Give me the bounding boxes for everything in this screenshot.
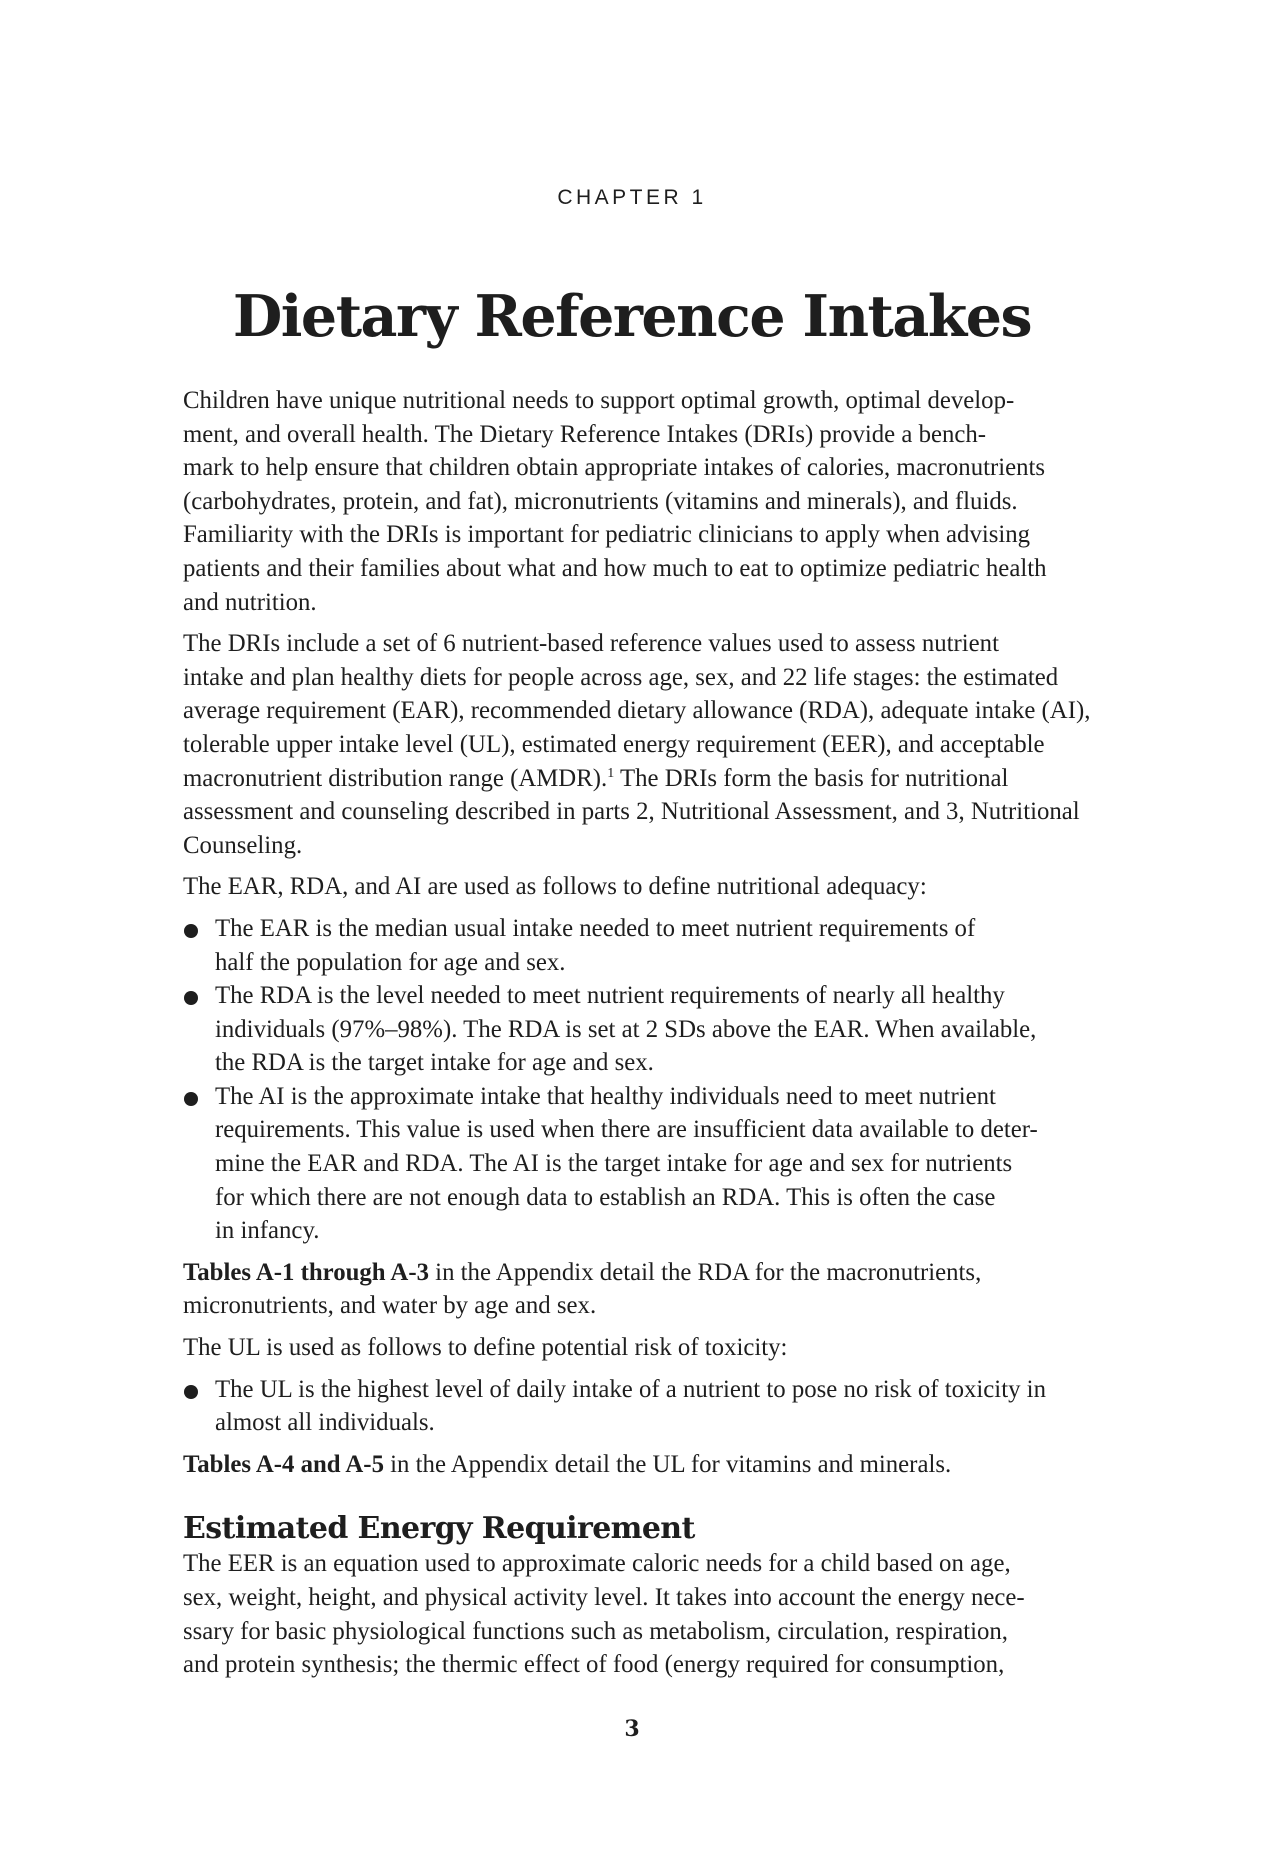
text-line <box>183 1256 1128 1290</box>
chapter-title: Dietary Reference Intakes <box>232 283 1032 350</box>
ear-intro-paragraph: The EAR, RDA, and AI are used as follows to define nutritional adequacy: <box>183 873 927 901</box>
footnote-reference[interactable]: 1 <box>607 765 615 781</box>
text-line: almost all individuals. <box>215 1409 435 1437</box>
text-line: Counseling. <box>183 831 303 859</box>
text-line: The EER is an equation used to approximate caloric needs for a child based on age, <box>183 1550 1011 1578</box>
list-item <box>183 1080 1128 1248</box>
text-fragment: macronutrient distribution range (AMDR). <box>183 764 608 792</box>
adequacy-bullet-list <box>183 912 1128 1248</box>
body-text <box>183 384 1128 1690</box>
text-line: intake and plan healthy diets for people across age, sex, and 22 life stages: the estimated <box>183 663 1059 691</box>
eer-paragraph <box>183 1547 1128 1681</box>
text-line: requirements. This value is used when there are insufficient data available to deter- <box>215 1116 1038 1144</box>
text-line: Familiarity with the DRIs is important for pediatric clinicians to apply when advising <box>183 521 1031 549</box>
text-line: The RDA is the level needed to meet nutrient requirements of nearly all healthy <box>215 982 1005 1010</box>
text-line: The UL is the highest level of daily intake of a nutrient to pose no risk of toxicity in <box>215 1375 1046 1403</box>
text-line: and protein synthesis; the thermic effect of food (energy required for consumption, <box>183 1651 1005 1679</box>
text-line: individuals (97%–98%). The RDA is set at 2 SDs above the EAR. When available, <box>215 1015 1037 1043</box>
tables-a4-a5-paragraph <box>183 1448 1128 1482</box>
bullet-icon <box>184 1385 198 1399</box>
page-number: 3 <box>624 1716 640 1742</box>
text-line: The EAR is the median usual intake needed to meet nutrient requirements of <box>215 914 976 942</box>
text-line: micronutrients, and water by age and sex. <box>183 1292 597 1320</box>
text-line: tolerable upper intake level (UL), estimated energy requirement (EER), and acceptable <box>183 730 1045 758</box>
text-line <box>183 762 1128 796</box>
text-line: assessment and counseling described in parts 2, Nutritional Assessment, and 3, Nutritional <box>183 798 1080 826</box>
bullet-icon <box>184 991 198 1005</box>
tables-a1-a3-paragraph <box>183 1256 1128 1323</box>
text-line: for which there are not enough data to establish an RDA. This is often the case <box>215 1183 996 1211</box>
text-fragment: in the Appendix detail the RDA for the macronutrients, <box>428 1258 982 1286</box>
text-line <box>183 1448 1128 1482</box>
text-line: and nutrition. <box>183 588 317 616</box>
text-line: ment, and overall health. The Dietary Reference Intakes (DRIs) provide a bench- <box>183 420 987 448</box>
list-item <box>183 912 1128 979</box>
text-line: The DRIs include a set of 6 nutrient-based reference values used to assess nutrient <box>183 630 999 658</box>
text-line: mine the EAR and RDA. The AI is the target intake for age and sex for nutrients <box>215 1150 1013 1178</box>
intro-paragraph <box>183 384 1128 619</box>
text-line: half the population for age and sex. <box>215 948 566 976</box>
text-line: mark to help ensure that children obtain appropriate intakes of calories, macronutrients <box>183 454 1046 482</box>
text-fragment: The DRIs form the basis for nutritional <box>614 764 1009 792</box>
section-heading: Estimated Energy Requirement <box>183 1511 695 1547</box>
table-reference: Tables A-4 and A-5 <box>183 1450 384 1478</box>
text-line: The AI is the approximate intake that healthy individuals need to meet nutrient <box>215 1082 996 1110</box>
dris-paragraph <box>183 627 1128 862</box>
text-line: (carbohydrates, protein, and fat), micronutrients (vitamins and minerals), and fluids. <box>183 487 1018 515</box>
bullet-icon <box>184 924 198 938</box>
text-fragment: in the Appendix detail the UL for vitamins and minerals. <box>383 1450 952 1478</box>
ul-intro-paragraph: The UL is used as follows to define potential risk of toxicity: <box>183 1334 788 1362</box>
list-item <box>183 1373 1128 1440</box>
toxicity-bullet-list <box>183 1373 1128 1440</box>
text-line: average requirement (EAR), recommended dietary allowance (RDA), adequate intake (AI), <box>183 697 1091 725</box>
text-line: Children have unique nutritional needs to support optimal growth, optimal develop- <box>183 387 1015 414</box>
text-line: in infancy. <box>215 1217 320 1245</box>
list-item <box>183 979 1128 1080</box>
text-line: patients and their families about what and how much to eat to optimize pediatric health <box>183 554 1047 582</box>
bullet-icon <box>184 1092 198 1106</box>
text-line: sex, weight, height, and physical activity level. It takes into account the energy nece- <box>183 1584 1025 1611</box>
text-line: ssary for basic physiological functions such as metabolism, circulation, respiration, <box>183 1617 1008 1645</box>
table-reference: Tables A-1 through A-3 <box>183 1258 429 1286</box>
chapter-label: CHAPTER 1 <box>557 186 707 209</box>
text-line: the RDA is the target intake for age and sex. <box>215 1049 654 1077</box>
